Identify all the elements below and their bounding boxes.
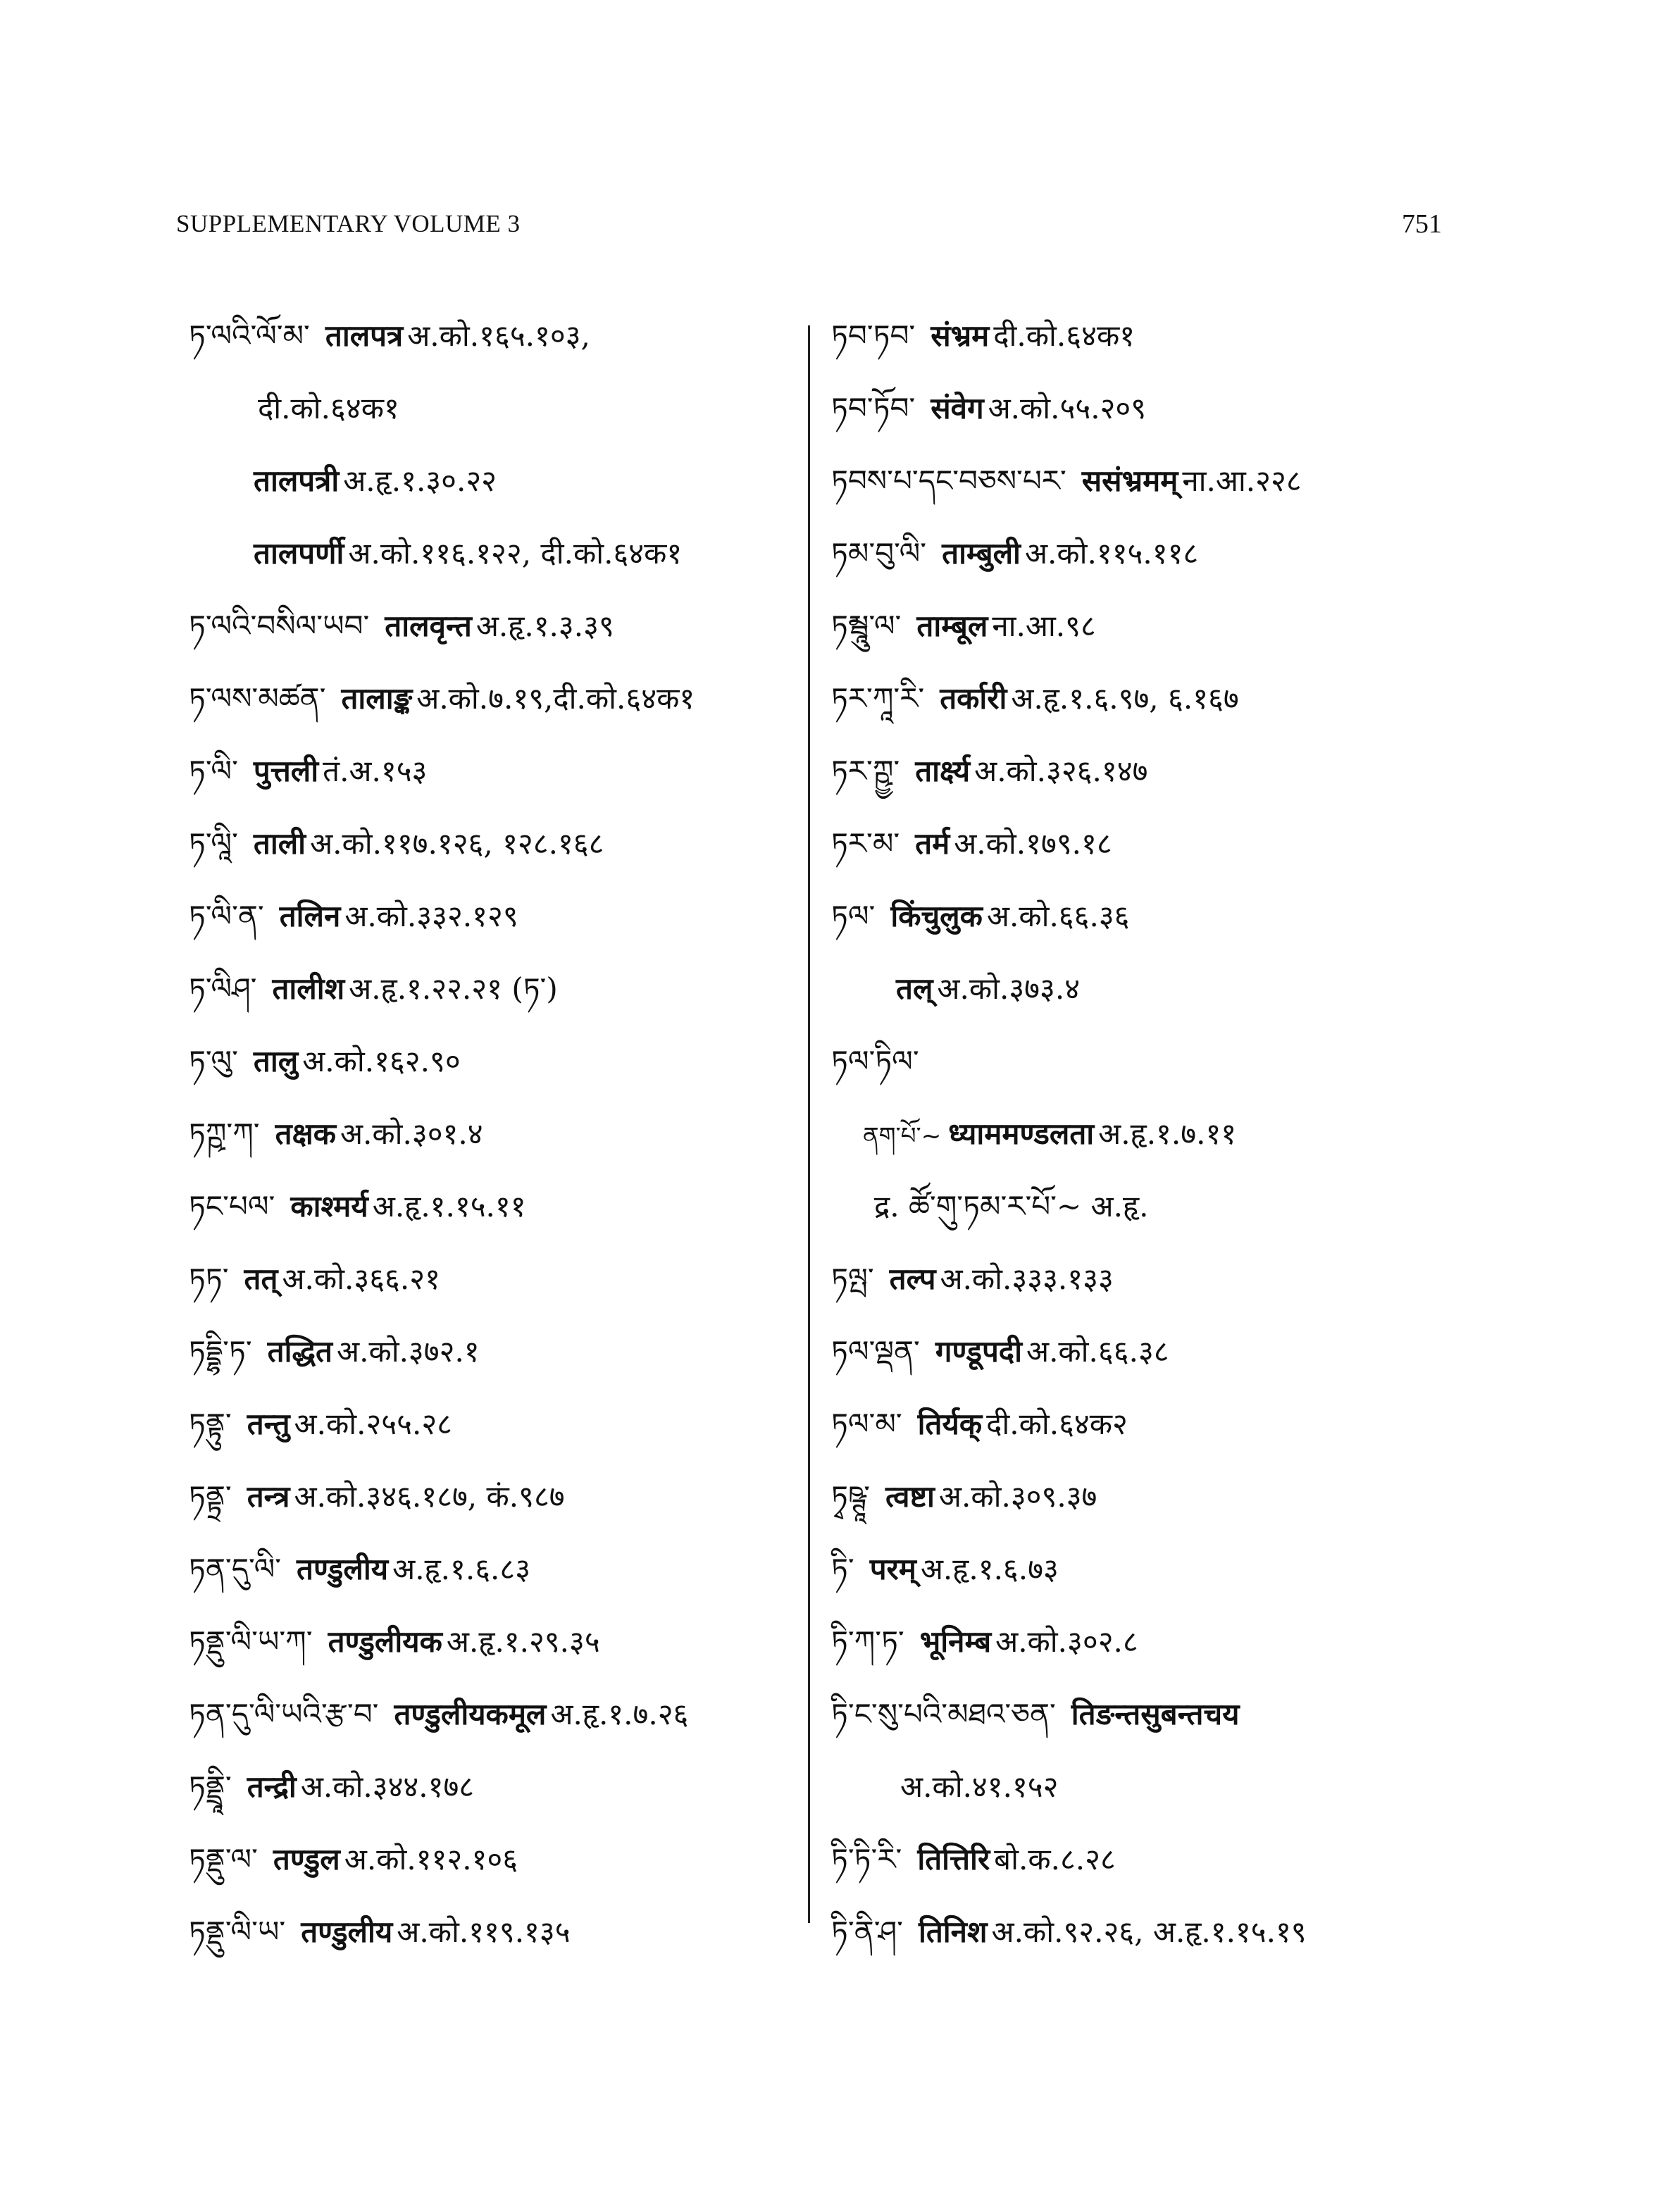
dictionary-entry <box>189 1025 809 1097</box>
sanskrit-equivalent: तार्क्ष्य <box>915 754 971 788</box>
tibetan-headword: ཏབ་ཏོབ་ <box>831 391 916 425</box>
source-reference: अ.हृ.१.३०.२२ <box>343 463 497 498</box>
dictionary-entry <box>831 590 1522 662</box>
source-reference: अ.हृ.१.७.११ <box>1098 1116 1237 1151</box>
dictionary-entry <box>831 1823 1522 1895</box>
tibetan-headword: ཏལ་ལྡན་ <box>831 1334 920 1369</box>
source-reference: अ.को.२५५.२८ <box>294 1407 453 1441</box>
sanskrit-equivalent: तल्प <box>889 1262 936 1296</box>
source-reference: अ.को.१६२.९० <box>302 1044 461 1078</box>
dictionary-entry <box>189 807 809 880</box>
dictionary-entry <box>831 1678 1522 1750</box>
source-reference: अ.को.३३३.१३३ <box>940 1262 1114 1296</box>
source-reference: अ.को.३०२.८ <box>995 1624 1138 1659</box>
dictionary-entry <box>831 1097 1522 1170</box>
sanskrit-equivalent: तण्डुलीयकमूल <box>394 1697 547 1731</box>
tibetan-headword: ཏ་ལི་ <box>189 754 238 788</box>
tibetan-headword: ཏལྤ་ <box>831 1262 874 1296</box>
tibetan-headword: ཏར་ཀྵྱ་ <box>831 754 900 788</box>
sanskrit-equivalent: परम् <box>869 1552 916 1586</box>
tibetan-headword: ཏི་ཏི་རི་ <box>831 1842 902 1876</box>
source-reference: दी.को.६४क१ <box>993 318 1135 353</box>
sanskrit-equivalent: तिनिश <box>918 1915 988 1949</box>
sanskrit-equivalent: तन्त्र <box>247 1479 290 1514</box>
source-reference: अ.हृ.१.३.३९ <box>475 609 614 643</box>
source-reference: अ.को.११७.१२६, १२८.१६८ <box>310 826 604 861</box>
dictionary-entry <box>189 1388 809 1460</box>
sanskrit-equivalent: तन्द्री <box>247 1769 297 1804</box>
sanskrit-equivalent: तण्डुलीय <box>297 1552 389 1586</box>
sanskrit-equivalent: ताम्बुली <box>942 536 1021 571</box>
sanskrit-equivalent: काश्मर्य <box>290 1189 368 1224</box>
source-reference: अ.को.५५.२०९ <box>988 391 1147 425</box>
sanskrit-equivalent: भूनिम्ब <box>919 1624 992 1659</box>
running-header-title: SUPPLEMENTARY VOLUME 3 <box>176 210 521 237</box>
tibetan-headword: ཏནྟྲ་ <box>189 1479 232 1514</box>
sanskrit-equivalent: तण्डुल <box>273 1842 340 1876</box>
dictionary-entry <box>189 1895 809 1968</box>
source-reference: तं.अ.१५३ <box>323 754 428 788</box>
dictionary-entry <box>831 662 1522 735</box>
source-reference: अ.को.३७३.४ <box>937 971 1081 1006</box>
source-reference: अ.को.३४६.१८७, कं.९८७ <box>294 1479 565 1514</box>
source-reference: अ.हृ.१.६.८३ <box>392 1552 531 1586</box>
sanskrit-equivalent: तालीश <box>272 971 345 1006</box>
sanskrit-equivalent: तत् <box>244 1262 278 1296</box>
sanskrit-equivalent: तन्तु <box>247 1407 290 1441</box>
tibetan-headword: ཏང་པལ་ <box>189 1189 275 1224</box>
tibetan-headword: ཏི་ནི་ཤ་ <box>831 1915 903 1949</box>
sanskrit-equivalent: तिर्यक् <box>917 1407 983 1441</box>
source-reference: अ.हृ.१.२९.३५ <box>446 1624 600 1659</box>
sanskrit-equivalent: तालु <box>253 1044 299 1078</box>
source-reference: अ.को.६६.३६ <box>986 899 1130 933</box>
source-reference: ना.आ.९८ <box>992 609 1096 643</box>
dictionary-entry <box>831 1315 1522 1388</box>
dictionary-entry <box>189 1243 809 1315</box>
tibetan-headword: ནག་པོ་~ <box>863 1122 942 1150</box>
source-reference: अ.को.३४४.१७८ <box>300 1769 475 1804</box>
sanskrit-equivalent: तद्धित <box>267 1334 332 1369</box>
dictionary-entry <box>831 444 1522 517</box>
sanskrit-equivalent: तण्डुलीयक <box>328 1624 442 1659</box>
dictionary-entry <box>189 1533 809 1605</box>
dictionary-entry <box>831 735 1522 807</box>
dictionary-entry <box>831 1388 1522 1460</box>
tibetan-headword: ཏལ་མ་ <box>831 1407 902 1441</box>
tibetan-headword: ཏི་ཀ་ཏ་ <box>831 1624 904 1659</box>
dictionary-entry <box>831 880 1522 952</box>
source-reference: द्र. ཚོ་གུ་ཏམ་ར་པོ་~ अ.हृ. <box>874 1189 1149 1224</box>
source-reference: अ.को.७.१९,दी.को.६४क१ <box>416 681 695 716</box>
source-reference: अ.हृ.१.२२.२१ (ཏ་) <box>349 971 558 1006</box>
tibetan-headword: ཏནྡུ་ལི་ཡ་ <box>189 1915 286 1949</box>
source-reference: अ.हृ.१.६.७३ <box>920 1552 1059 1586</box>
source-reference: अ.को.३६६.२१ <box>282 1262 440 1296</box>
tibetan-headword: ཏ་ལི་ན་ <box>189 899 264 933</box>
dictionary-entry <box>189 590 809 662</box>
tibetan-headword: ཏབ་ཏབ་ <box>831 318 916 353</box>
dictionary-entry <box>831 1460 1522 1533</box>
dictionary-entry <box>831 807 1522 880</box>
tibetan-headword: ཏར་ཀཱ་རི་ <box>831 681 925 716</box>
dictionary-entry <box>831 1533 1522 1605</box>
left-column <box>189 299 809 1968</box>
dictionary-entry <box>189 372 809 444</box>
source-reference: बो.क.८.२८ <box>994 1842 1116 1876</box>
sanskrit-equivalent: तल् <box>896 971 933 1006</box>
sanskrit-equivalent: तालपर्णी <box>254 536 344 571</box>
page-number: 751 <box>1402 209 1442 239</box>
dictionary-entry <box>831 1750 1522 1823</box>
dictionary-entry <box>831 517 1522 590</box>
column-divider <box>808 325 810 1923</box>
sanskrit-equivalent: ताली <box>253 826 306 861</box>
sanskrit-equivalent: संभ्रम <box>931 318 990 353</box>
dictionary-entry <box>189 1315 809 1388</box>
sanskrit-equivalent: तण्डुलीय <box>301 1915 393 1949</box>
tibetan-headword: ཏཏ་ <box>189 1262 229 1296</box>
sanskrit-equivalent: तिङन्तसुबन्तचय <box>1071 1697 1240 1731</box>
dictionary-entry <box>831 299 1522 372</box>
source-reference: अ.को.११६.१२२, दी.को.६४क१ <box>348 536 683 571</box>
tibetan-headword: ཏི་ང་སུ་པའི་མཐའ་ཅན་ <box>831 1697 1056 1731</box>
tibetan-headword: ཏན་དུ་ལི་ <box>189 1552 282 1586</box>
sanskrit-equivalent: तर्कारी <box>940 681 1007 716</box>
dictionary-entry <box>189 1823 809 1895</box>
dictionary-entry <box>189 1170 809 1243</box>
source-reference: दी.को.६४क२ <box>986 1407 1128 1441</box>
source-reference: ना.आ.२२८ <box>1182 463 1302 498</box>
source-reference: अ.को.१७९.१८ <box>954 826 1112 861</box>
source-reference: अ.हृ.१.७.२६ <box>550 1697 689 1731</box>
dictionary-entry <box>189 952 809 1025</box>
dictionary-entry <box>189 444 809 517</box>
tibetan-headword: ཏདྡྷི་ཏ་ <box>189 1334 252 1369</box>
tibetan-headword: ཏལ་ཏིལ་ <box>831 1044 919 1078</box>
sanskrit-equivalent: तालवृन्त <box>385 609 472 643</box>
tibetan-headword: ཏནྡྲཱི་ <box>189 1769 232 1804</box>
source-reference: अ.को.३३२.१२९ <box>344 899 518 933</box>
dictionary-entry <box>189 1605 809 1678</box>
tibetan-headword: ཏཀྵ་ཀ་ <box>189 1116 260 1151</box>
source-reference: अ.को.९२.२६, अ.हृ.१.१५.१९ <box>991 1915 1307 1949</box>
tibetan-headword: ཏར་མ་ <box>831 826 900 861</box>
sanskrit-equivalent: तर्म <box>915 826 950 861</box>
source-reference: अ.को.११९.१३५ <box>397 1915 571 1949</box>
tibetan-headword: ཏ་ལུ་ <box>189 1044 238 1078</box>
sanskrit-equivalent: तालपत्री <box>254 463 340 498</box>
tibetan-headword: ཏནྟུ་ <box>189 1407 232 1441</box>
sanskrit-equivalent: ध्याममण्डलता <box>948 1116 1095 1151</box>
sanskrit-equivalent: पुत्तली <box>253 754 319 788</box>
source-reference: अ.को.१६५.१०३, <box>407 318 590 353</box>
dictionary-entry <box>189 299 809 372</box>
dictionary-entry <box>831 372 1522 444</box>
tibetan-headword: ཏབས་པ་དང་བཅས་པར་ <box>831 463 1066 498</box>
tibetan-headword: ཏལ་ <box>831 899 876 933</box>
dictionary-entry <box>189 662 809 735</box>
tibetan-headword: ཏམྦཱུ་ལ་ <box>831 609 902 643</box>
sanskrit-equivalent: ससंभ्रमम् <box>1081 463 1178 498</box>
sanskrit-equivalent: ताम्बूल <box>916 609 988 643</box>
sanskrit-equivalent: संवेग <box>931 391 984 425</box>
dictionary-entry <box>189 735 809 807</box>
tibetan-headword: ཏི་ <box>831 1552 854 1586</box>
source-reference: अ.को.३७२.१ <box>337 1334 480 1369</box>
sanskrit-equivalent: किंचुलुक <box>890 899 983 933</box>
dictionary-entry <box>189 517 809 590</box>
source-reference: अ.को.३२६.१४७ <box>974 754 1148 788</box>
tibetan-headword: ཏ་ལའི་ལོ་མ་ <box>189 318 310 353</box>
source-reference: अ.हृ.१.१५.११ <box>372 1189 526 1224</box>
source-reference: अ.को.११२.१०६ <box>344 1842 518 1876</box>
dictionary-entry <box>189 1750 809 1823</box>
sanskrit-equivalent: त्वष्टा <box>885 1479 935 1514</box>
dictionary-entry <box>189 1460 809 1533</box>
sanskrit-equivalent: तलिन <box>279 899 341 933</box>
source-reference: अ.को.११५.११८ <box>1024 536 1199 571</box>
dictionary-entry <box>831 1605 1522 1678</box>
tibetan-headword: ཏནྡུ་ལ་ <box>189 1842 258 1876</box>
dictionary-entry <box>189 1097 809 1170</box>
source-reference: अ.को.६६.३८ <box>1026 1334 1169 1369</box>
right-column <box>831 299 1522 1968</box>
dictionary-entry <box>831 1025 1522 1097</box>
source-reference: अ.को.४१.१५२ <box>900 1769 1059 1804</box>
tibetan-headword: ཏྭཥྚཱ་ <box>831 1479 871 1514</box>
source-reference: दी.को.६४क१ <box>258 391 399 425</box>
sanskrit-equivalent: तक्षक <box>275 1116 336 1151</box>
dictionary-entry <box>831 1243 1522 1315</box>
dictionary-entry <box>189 880 809 952</box>
dictionary-entry <box>831 952 1522 1025</box>
dictionary-entry <box>831 1170 1522 1243</box>
sanskrit-equivalent: गण्डूपदी <box>935 1334 1022 1369</box>
sanskrit-equivalent: तालपत्र <box>325 318 404 353</box>
tibetan-headword: ཏནྡུ་ལི་ཡ་ཀ་ <box>189 1624 313 1659</box>
tibetan-headword: ཏ་ལས་མཚན་ <box>189 681 326 716</box>
source-reference: अ.को.३०१.४ <box>340 1116 483 1151</box>
dictionary-entry <box>831 1895 1522 1968</box>
dictionary-entry <box>189 1678 809 1750</box>
source-reference: अ.हृ.१.६.९७, ६.१६७ <box>1011 681 1239 716</box>
sanskrit-equivalent: तालाङ्क <box>341 681 413 716</box>
tibetan-headword: ཏ་ལའི་བསིལ་ཡབ་ <box>189 609 370 643</box>
tibetan-headword: ཏ་ལཱི་ <box>189 826 238 861</box>
tibetan-headword: ཏམ་བུ་ལི་ <box>831 536 927 571</box>
source-reference: अ.को.३०९.३७ <box>938 1479 1097 1514</box>
sanskrit-equivalent: तित्तिरि <box>917 1842 990 1876</box>
tibetan-headword: ཏ་ལིཤ་ <box>189 971 257 1006</box>
tibetan-headword: ཏན་དུ་ལི་ཡའི་རྩ་བ་ <box>189 1697 379 1731</box>
